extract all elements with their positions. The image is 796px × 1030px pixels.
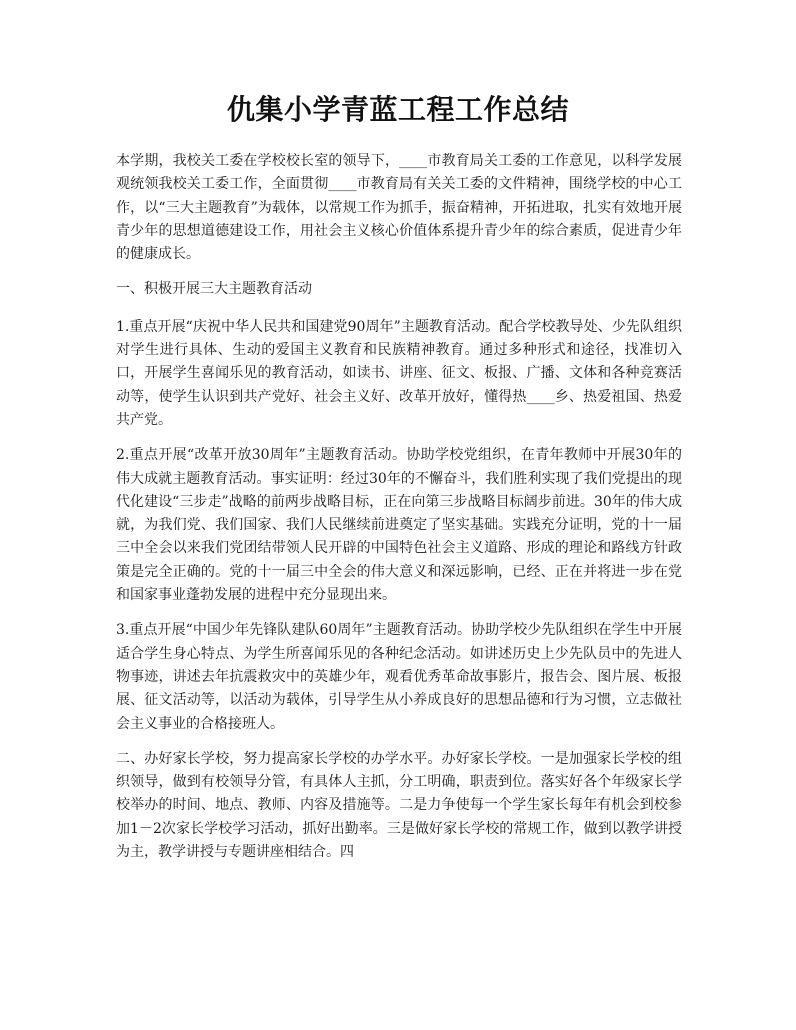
section-heading-1: 一、积极开展三大主题教育活动 bbox=[116, 281, 312, 298]
document-body bbox=[116, 150, 682, 876]
document-title: 仇集小学青蓝工程工作总结 bbox=[226, 93, 569, 126]
paragraph-item-3: 3.重点开展“中国少年先锋队建队60周年”主题教育活动。协助学校少先队组织在学生中开展适合学生身心特点、为学生所喜闻乐见的各种纪念活动。如讲述历史上少先队员中的先进人物事迹，讲述去年抗震救灾中的英雄少年，观看优秀革命故事影片，报告会、图片展、板报展、征文活动等，以活动为载体，引导学生从小养成良好的思想品德和行为习惯，立志做社会主义事业的合格接班人。 bbox=[116, 622, 682, 732]
paragraph-item-1: 1.重点开展“庆祝中华人民共和国建党90周年”主题教育活动。配合学校教导处、少先队组织对学生进行具体、生动的爱国主义教育和民族精神教育。通过多种形式和途径，找准切入口，开展学生喜闻乐见的教育活动，如读书、讲座、征文、板报、广播、文体和各种竞赛活动等，使学生认识到共产党好、社会主义好、改革开放好，懂得热____乡、热爱祖国、热爱共产党。 bbox=[116, 318, 682, 428]
section-paragraph-2: 二、办好家长学校，努力提高家长学校的办学水平。办好家长学校。一是加强家长学校的组织领导，做到有校领导分管，有具体人主抓，分工明确，职责到位。落实好各个年级家长学校举办的时间、地点、教师、内容及措施等。二是力争使每一个学生家长每年有机会到校参加1－2次家长学校学习活动，抓好出勤率。三是做好家长学校的常规工作，做到以教学讲授为主，教学讲授与专题讲座相结合。四 bbox=[116, 750, 682, 861]
paragraph-item-2: 2.重点开展“改革开放30周年”主题教育活动。协助学校党组织，在青年教师中开展30年的伟大成就主题教育活动。事实证明：经过30年的不懈奋斗，我们胜利实现了我们党提出的现代化建设“三步走”战略的前两步战略目标，正在向第三步战略目标阔步前进。30年的伟大成就，为我们党、我们国家、我们人民继续前进奠定了坚实基础。实践充分证明，党的十一届三中全会以来我们党团结带领人民开辟的中国特色社会主义道路、形成的理论和路线方针政策是完全正确的。党的十一届三中全会的伟大意义和深远影响，已经、正在并将进一步在党和国家事业蓬勃发展的进程中充分显现出来。 bbox=[116, 447, 682, 604]
intro-paragraph: 本学期，我校关工委在学校校长室的领导下，____市教育局关工委的工作意见，以科学发展观统领我校关工委工作，全面贯彻____市教育局有关关工委的文件精神，围绕学校的中心工作，以“三大主题教育”为载体，以常规工作为抓手，振奋精神，开拓进取，扎实有效地开展青少年的思想道德建设工作，用社会主义核心价值体系提升青少年的综合素质，促进青少年的健康成长。 bbox=[116, 153, 682, 263]
